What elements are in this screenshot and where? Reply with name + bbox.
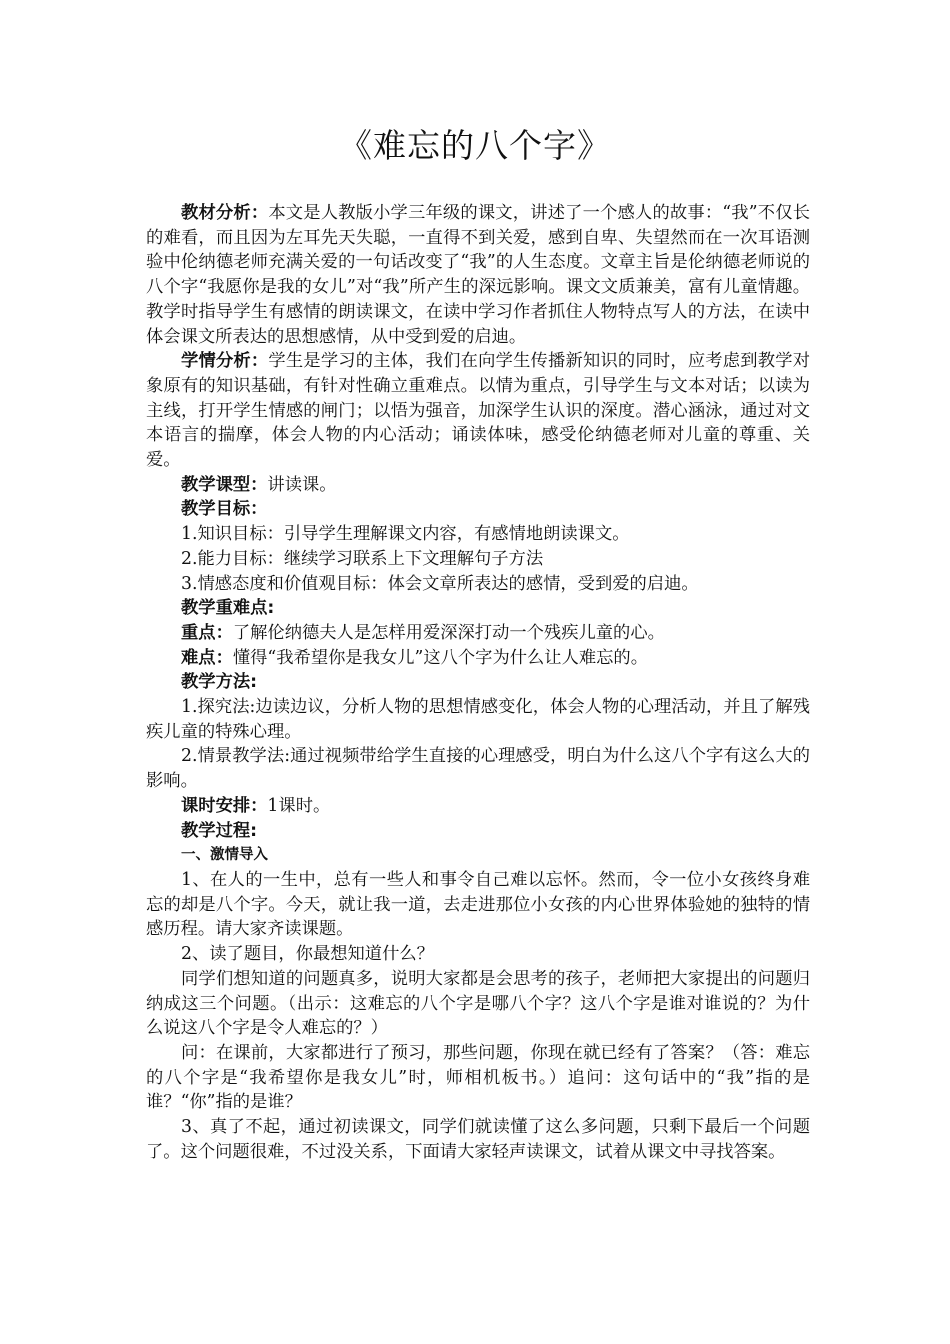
lesson-type-paragraph	[146, 473, 810, 498]
difficult-point-paragraph	[146, 646, 810, 671]
key-point-label: 重点：	[181, 622, 233, 643]
goal-item: 2.能力目标：继续学习联系上下文理解句子方法	[181, 548, 544, 569]
goal-item: 3.情感态度和价值观目标：体会文章所表达的感情，受到爱的启迪。	[181, 573, 699, 594]
material-analysis-label: 教材分析：	[181, 203, 269, 223]
process-paragraph: 2、读了题目，你最想知道什么？	[181, 944, 434, 965]
difficult-point-label: 难点：	[181, 647, 233, 668]
process-section-heading: 一、激情导入	[181, 847, 268, 864]
key-points-heading: 教学重难点:	[181, 598, 275, 619]
method-item: 1.探究法:边读边议，分析人物的思想情感变化，体会人物的心理活动，并且了解残疾儿童的特殊心理。	[146, 697, 810, 742]
document-title: 《难忘的八个字》	[339, 126, 611, 165]
method-item: 2.情景教学法:通过视频带给学生直接的心理感受，明白为什么这八个字有这么大的影响。	[146, 746, 810, 792]
process-paragraph: 3、真了不起，通过初读课文，同学们就读懂了这么多问题，只剩下最后一个问题了。这个问题很难，不过没关系，下面请大家轻声读课文，试着从课文中寻找答案。	[146, 1117, 810, 1162]
student-analysis-label: 学情分析：	[181, 351, 269, 372]
goal-item: 1.知识目标：引导学生理解课文内容，有感情地朗读课文。	[181, 524, 630, 545]
process-paragraph: 1、在人的一生中，总有一些人和事令自己难以忘怀。然而，令一位小女孩终身难忘的却是八个字。今天，就让我一道，去走进那位小女孩的内心世界体验她的独特的情感历程。请大家齐读课题。	[146, 869, 810, 940]
schedule-paragraph	[146, 794, 810, 819]
student-analysis-paragraph	[146, 349, 810, 473]
material-analysis-text: 本文是人教版小学三年级的课文，讲述了一个感人的故事：“我”不仅长的难看，而且因为左耳先天失聪，一直得不到关爱，感到自卑、失望然而在一次耳语测验中伦纳德老师充满关爱的一句话改变了“我”的人生态度。文章主旨是伦纳德老师说的八个字“我愿你是我的女儿”对“我”所产生的深远影响。课文文质兼美，富有儿童情趣。教学时指导学生有感情的朗读课文，在读中学习作者抓住人物特点写人的方法，在读中体会课文所表达的思想感情，从中受到爱的启迪。	[146, 203, 810, 347]
material-analysis-paragraph	[146, 201, 810, 349]
schedule-text: 1课时。	[267, 795, 331, 816]
lesson-type-label: 教学课型：	[181, 474, 268, 495]
process-paragraph: 问：在课前，大家都进行了预习，那些问题，你现在就已经有了答案？（答：难忘的八个字是“我希望你是我女儿”时，师相机板书。）追问：这句话中的“我”指的是谁？“你”指的是谁？	[146, 1042, 810, 1113]
process-heading: 教学过程:	[181, 820, 258, 841]
difficult-point-text: 懂得“我希望你是我女儿”这八个字为什么让人难忘的。	[232, 647, 648, 668]
goals-heading: 教学目标：	[181, 499, 268, 520]
key-point-text: 了解伦纳德夫人是怎样用爱深深打动一个残疾儿童的心。	[232, 622, 665, 643]
schedule-label: 课时安排：	[181, 795, 268, 816]
student-analysis-text: 学生是学习的主体，我们在向学生传播新知识的同时，应考虑到教学对象原有的知识基础，有针对性确立重难点。以情为重点，引导学生与文本对话；以读为主线，打开学生情感的闸门；以悟为强音，加深学生认识的深度。潜心涵泳，通过对文本语言的揣摩，体会人物的内心活动；诵读体味，感受伦纳德老师对儿童的尊重、关爱。	[146, 351, 810, 471]
key-point-paragraph	[146, 621, 810, 646]
document-body	[146, 201, 810, 1164]
lesson-type-text: 讲读课。	[267, 474, 337, 495]
process-paragraph: 同学们想知道的问题真多，说明大家都是会思考的孩子，老师把大家提出的问题归纳成这三个问题。（出示：这难忘的八个字是哪八个字？这八个字是谁对谁说的？为什么说这八个字是令人难忘的？）	[146, 968, 810, 1039]
methods-heading: 教学方法:	[181, 672, 258, 693]
